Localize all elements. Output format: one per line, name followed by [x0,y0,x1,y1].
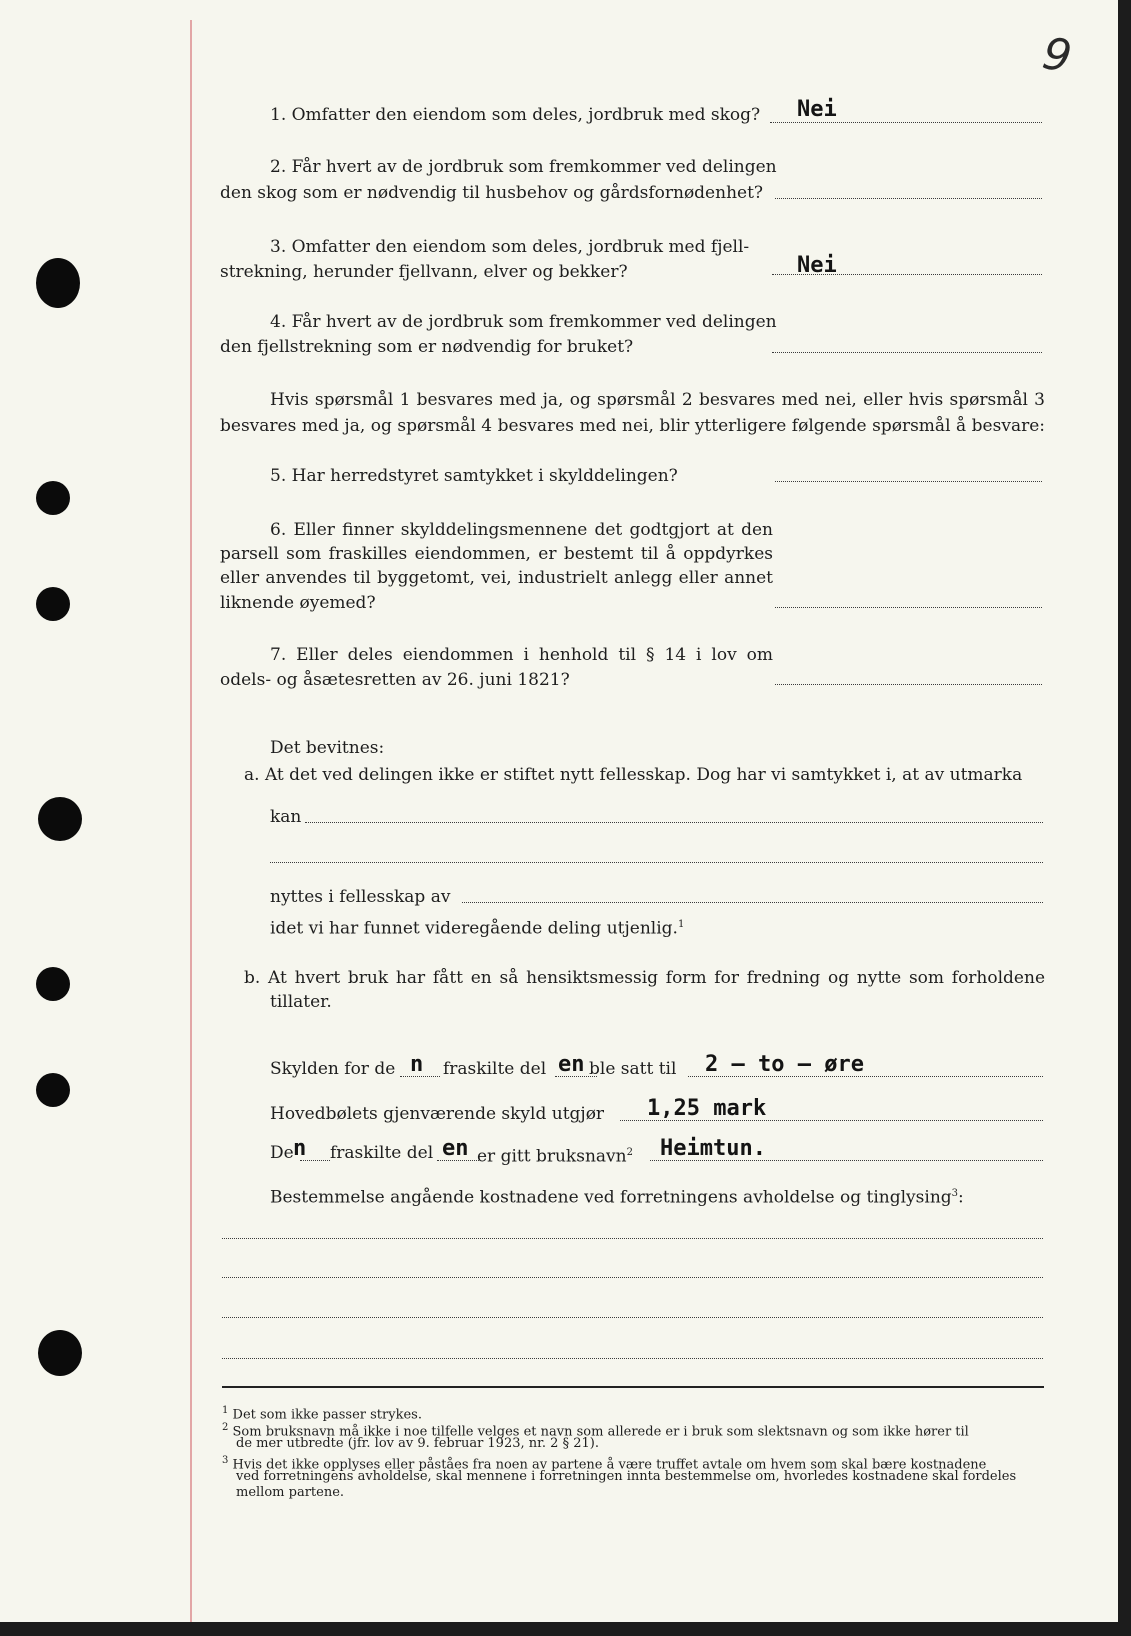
question-3-line-1: 3. Omfatter den eiendom som deles, jordbruk med fjell- [270,237,750,257]
condition-line-1: Hvis spørsmål 1 besvares med ja, og spørsmål 2 besvares med nei, eller hvis spørsmål 3 [270,390,1045,410]
question-5: 5. Har herredstyret samtykket i skylddelingen? [270,466,678,486]
question-6-line-2: parsell som fraskilles eiendommen, er bestemt til å oppdyrkes [220,544,773,564]
answer-3: Nei [797,253,837,278]
kan-line-2 [270,862,1043,863]
question-2-line-2: den skog som er nødvendig til husbehov og gårdsfornødenhet? [220,183,764,203]
attest-b-line-2: tillater. [270,992,332,1012]
kostnader-line-4 [222,1358,1043,1359]
question-6-line-4: liknende øyemed? [220,593,376,613]
question-3-line-2: strekning, herunder fjellvann, elver og bekker? [220,262,628,282]
skyld-label-c: ble satt til [589,1059,677,1079]
kostnader-line-1 [222,1238,1043,1239]
footnote-3-line-3: mellom partene. [236,1485,345,1500]
skyld-answer-1: 2 – to – øre [705,1052,864,1077]
bruksnavn-fill-1: n [293,1136,307,1161]
skyld-label-b: fraskilte del [443,1059,547,1079]
hovedbol-answer: 1,25 mark [647,1096,767,1121]
bruksnavn-label-b: fraskilte del [330,1143,434,1163]
bruksnavn-label-a: De [270,1143,294,1163]
punch-hole [38,1330,82,1376]
answer-line-6 [775,607,1042,608]
answer-line-4 [772,352,1042,353]
skyld-fill-2: en [558,1052,585,1077]
kostnader-line-2 [222,1277,1043,1278]
punch-hole [36,587,70,621]
attest-heading: Det bevitnes: [270,738,385,758]
skyld-label-a: Skylden for de [270,1059,396,1079]
attest-a-line-1: a. At det ved delingen ikke er stiftet nytt fellesskap. Dog har vi samtykket i, at av utmarka [244,765,1023,785]
question-7-line-2: odels- og åsætesretten av 26. juni 1821? [220,670,570,690]
punch-hole [36,481,70,515]
bruksnavn-fill-line-1 [300,1160,330,1161]
attest-a-idet: idet vi har funnet videregående deling utjenlig.$^1$ [270,918,685,939]
attest-a-nyttes: nyttes i fellesskap av [270,887,451,907]
footnote-rule [222,1386,1044,1388]
attest-a-kan: kan [270,807,302,827]
footnote-2-line-2: de mer utbredte (jfr. lov av 9. februar 1923, nr. 2 § 21). [236,1436,599,1451]
answer-1: Nei [797,97,837,122]
footnote-3-line-2: ved forretningens avholdelse, skal mennene i forretningen innta bestemmelse om, hvorledes kostnadene skal fordeles [236,1469,1017,1484]
question-6-line-1: 6. Eller finner skylddelingsmennene det godtgjort at den [270,520,773,540]
punch-hole [36,1073,70,1107]
answer-line-1 [770,122,1042,123]
question-7-line-1: 7. Eller deles eiendommen i henhold til § 14 i lov om [270,645,773,665]
answer-line-2 [775,198,1042,199]
bruksnavn-label-c: er gitt bruksnavn$^2$ [477,1146,633,1167]
punch-hole [38,797,82,841]
bruksnavn-fill-2: en [442,1136,469,1161]
skyld-fill-1: n [410,1052,424,1077]
kostnader-line-3 [222,1317,1043,1318]
kan-line [305,822,1043,823]
footnote-1: $^1$ Det som ikke passer strykes. [222,1405,422,1423]
question-1: 1. Omfatter den eiendom som deles, jordbruk med skog? [270,105,761,125]
nyttes-line [462,902,1043,903]
question-4-line-1: 4. Får hvert av de jordbruk som fremkommer ved delingen [270,312,777,332]
punch-hole [36,258,80,308]
question-2-line-1: 2. Får hvert av de jordbruk som fremkommer ved delingen [270,157,777,177]
kostnader-label: Bestemmelse angående kostnadene ved forretningens avholdelse og tinglysing$^3$: [270,1187,964,1208]
page-number: 9 [1038,27,1076,84]
question-6-line-3: eller anvendes til byggetomt, vei, industrielt anlegg eller annet [220,568,773,588]
condition-line-2: besvares med ja, og spørsmål 4 besvares med nei, blir ytterligere følgende spørsmål å besvare: [220,416,1045,436]
footnote-2-line-1: $^2$ Som bruksnavn må ikke i noe tilfelle velges et navn som allerede er i bruk som slektsnavn og som ikke hører til [222,1422,969,1440]
attest-b-line-1: b. At hvert bruk har fått en så hensiktsmessig form for fredning og nytte som forholdene [244,968,1045,988]
answer-line-7 [775,684,1042,685]
margin-line [190,20,192,1622]
question-4-line-2: den fjellstrekning som er nødvendig for bruket? [220,337,634,357]
punch-hole [36,967,70,1001]
bruksnavn-answer: Heimtun. [660,1136,766,1161]
answer-line-5 [775,481,1042,482]
hovedbol-label: Hovedbølets gjenværende skyld utgjør [270,1104,605,1124]
footnote-3-line-1: $^3$ Hvis det ikke opplyses eller påståes fra noen av partene å være truffet avtale om hvem som skal bære kostnadene [222,1455,987,1473]
